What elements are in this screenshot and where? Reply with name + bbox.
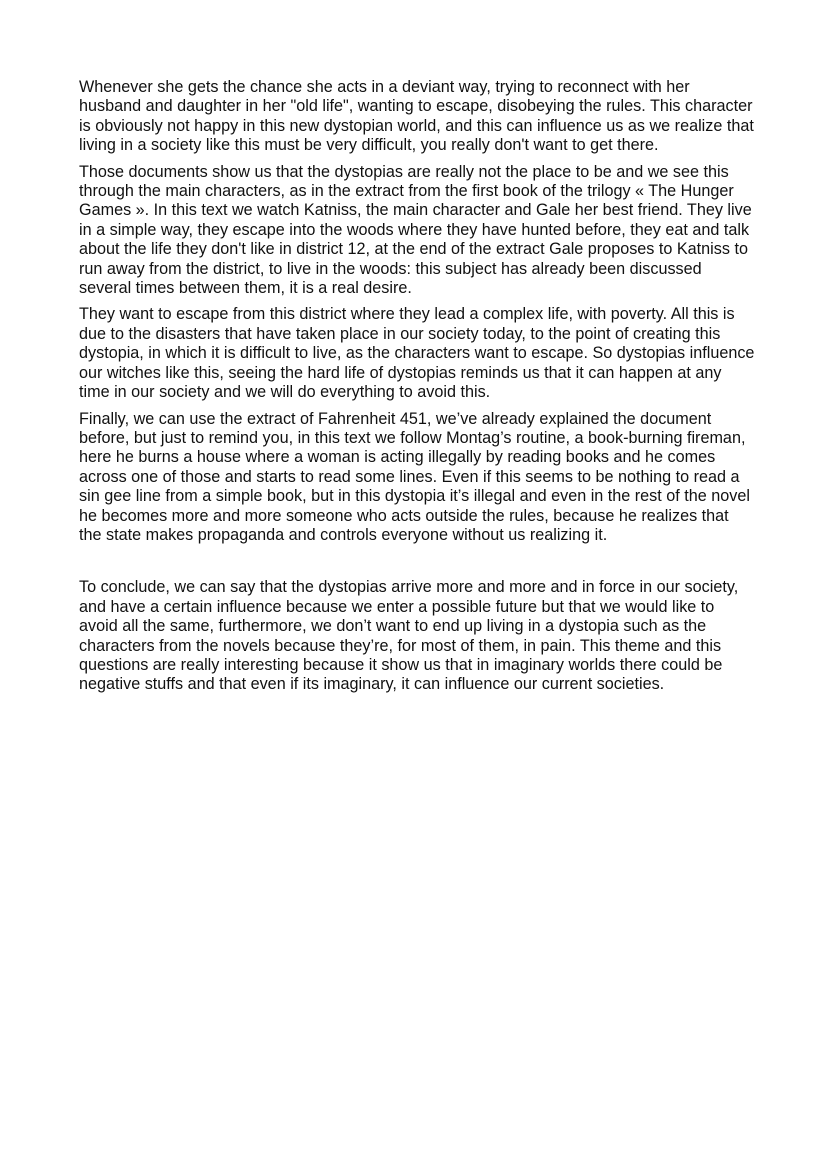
paragraph-offred-deviance: Whenever she gets the chance she acts in a deviant way, trying to reconnect with her husband and daughter in her "old life", wanting to escape, disobeying the rules. This character is obviously not happy in this new dystopian world, and this can influence us as we realize that living in a society like this must be very difficult, you really don't want to get there.: [79, 78, 754, 155]
paragraph-fahrenheit-451: Finally, we can use the extract of Fahrenheit 451, we’ve already explained the document before, but just to remind you, in this text we follow Montag’s routine, a book-burning fireman, here he burns a house where a woman is acting illegally by reading books and he comes across one of those and starts to read some lines. Even if this seems to be nothing to read a sin gee line from a simple book, but in this dystopia it’s illegal and even in the rest of the novel he becomes more and more someone who acts outside the rules, because he realizes that the state makes propaganda and controls everyone without us realizing it.: [79, 409, 750, 544]
paragraph-conclusion: To conclude, we can say that the dystopias arrive more and more and in force in our society, and have a certain influence because we enter a possible future but that we would like to avoid all the same, furthermore, we don’t want to end up living in a dystopia such as the characters from the novels because they’re, for most of them, in pain. This theme and this questions are really interesting because it show us that in imaginary worlds there could be negative stuffs and that even if its imaginary, it can influence our current societies.: [79, 578, 739, 694]
paragraph-hunger-games: Those documents show us that the dystopias are really not the place to be and we see this through the main characters, as in the extract from the first book of the trilogy « The Hunger Games ». In this text we watch Katniss, the main character and Gale her best friend. They live in a simple way, they escape into the woods where they have hunted before, they eat and talk about the life they don't like in district 12, at the end of the extract Gale proposes to Katniss to run away from the district, to live in the woods: this subject has already been discussed several times between them, it is a real desire.: [79, 162, 752, 298]
document-body: [79, 78, 755, 702]
paragraph-escape-district: They want to escape from this district where they lead a complex life, with poverty. All this is due to the disasters that have taken place in our society today, to the point of creating this dystopia, in which it is difficult to live, as the characters want to escape. So dystopias influence our witches like this, seeing the hard life of dystopias reminds us that it can happen at any time in our society and we will do everything to avoid this.: [79, 305, 755, 402]
